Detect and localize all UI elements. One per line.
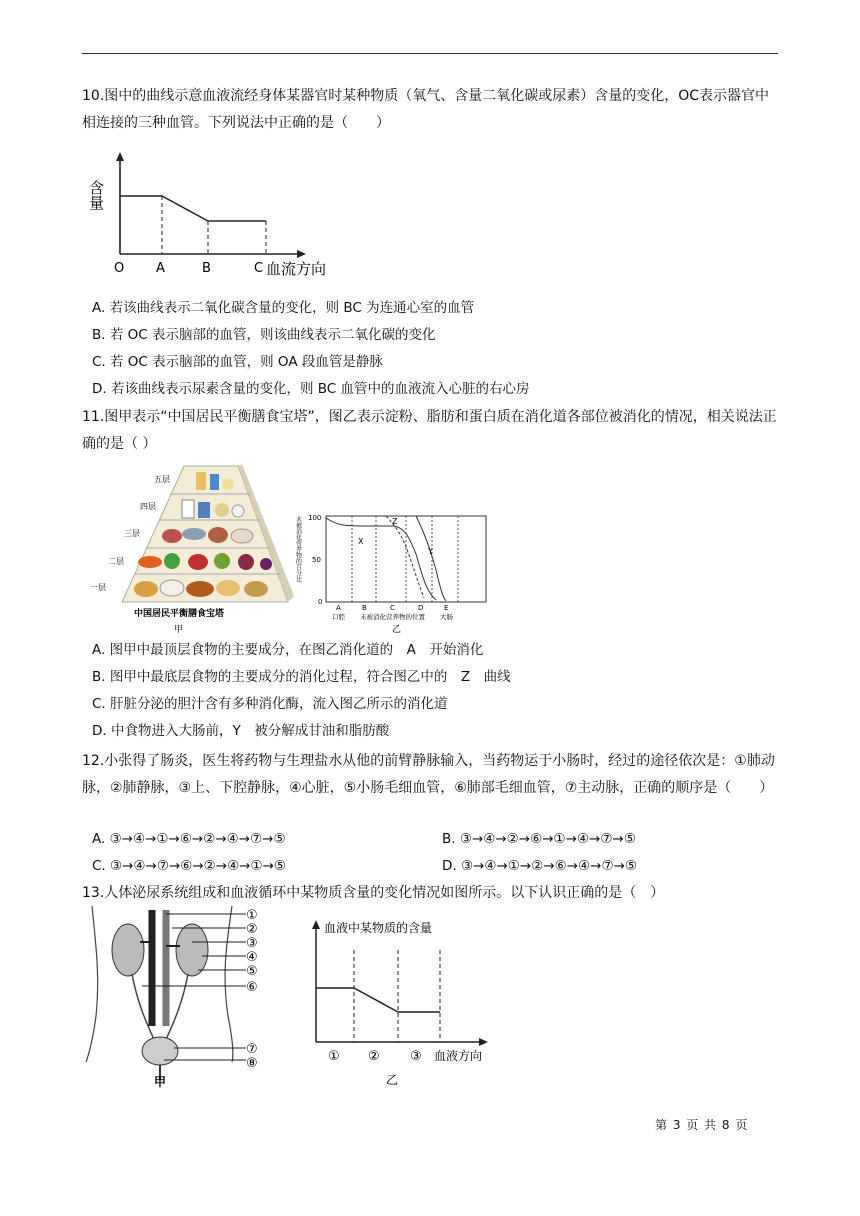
urinary-num-3: ③ [246,936,258,951]
q11-food-pyramid [88,462,298,636]
q10-option-a: A. 若该曲线表示二氧化碳含量的变化，则 BC 为连通心室的血管 [92,300,475,316]
q10-xlabel: 血流方向 [266,260,327,278]
q11-option-b: B. 图甲中最底层食物的主要成分的消化过程，符合图乙中的 Z 曲线 [92,669,511,685]
blood-chart-ylabel: 血液中某物质的含量 [324,921,433,935]
q10-tick-c: C [254,261,264,276]
question-13-stem: 13.人体泌尿系统组成和血液循环中某物质含量的变化情况如图所示。以下认识正确的是（ ） [82,885,665,901]
pyramid-level-3: 三层 [124,529,140,538]
bladder [142,1037,178,1065]
q10-option-c: C. 若 OC 表示脑部的血管，则 OA 段血管是静脉 [92,354,383,370]
urinary-num-5: ⑤ [246,964,258,979]
question-10-stem: 10.图中的曲线示意血液流经身体某器官时某种物质（氧气、含量二氧化碳或尿素）含量的变化，OC表示器官中相连接的三种血管。下列说法中正确的是（ ） [82,88,770,131]
urinary-figure-label: 甲 [154,1075,167,1089]
pyramid-figure-label: 甲 [174,625,184,635]
q13-urinary-system-figure [82,906,282,1088]
q11-option-c: C. 肝脏分泌的胆汁含有多种消化酶，流入图乙所示的消化道 [92,696,448,712]
q10-tick-b: B [202,261,211,276]
curve-y [326,516,446,601]
q12-option-d: D. ③→④→①→②→⑥→④→⑦→⑤ [442,858,637,874]
urinary-num-8: ⑧ [246,1056,258,1071]
digestion-xtick-c: C [390,604,395,612]
digestion-xtick-e: E [444,604,449,612]
q10-ylabel: 含量 [87,180,105,210]
right-kidney [176,924,208,976]
digestion-curve-z: Z [392,517,398,526]
digestion-xtick-b: B [362,604,367,612]
digestion-xsub-a: 口腔 [332,613,345,621]
pyramid-caption: 中国居民平衡膳食宝塔 [134,609,225,619]
pyramid-level-4: 四层 [140,502,156,511]
q10-option-b: B. 若 OC 表示脑部的血管，则该曲线表示二氧化碳的变化 [92,327,436,343]
q10-content-chart [87,152,342,280]
q11-digestion-chart [296,508,492,636]
pyramid-level-2: 二层 [108,557,124,566]
curve-x [326,518,436,600]
q12-option-c: C. ③→④→⑦→⑥→②→④→①→⑤ [92,858,287,874]
digestion-ylabel: 未被消化营养物的百分比 [294,516,302,582]
q11-option-a: A. 图甲中最顶层食物的主要成分，在图乙消化道的 A 开始消化 [92,642,484,658]
urinary-num-4: ④ [246,950,258,965]
pyramid-level-5: 五层 [154,475,170,484]
q10-option-d: D. 若该曲线表示尿素含量的变化，则 BC 血管中的血液流入心脏的右心房 [92,381,530,397]
digestion-xlabel: 未被消化营养物的位置 [360,613,425,621]
digestion-ytick-100: 100 [308,514,322,522]
digestion-curve-x: X [358,537,364,546]
blood-chart-xtick-1: ① [328,1049,340,1064]
question-11-stem: 11.图甲表示“中国居民平衡膳食宝塔”，图乙表示淀粉、脂肪和蛋白质在消化道各部位被消化的情况，相关说法正确的是（ ） [82,409,777,452]
blood-chart-xlabel: 血液方向 [434,1049,483,1063]
urinary-num-2: ② [246,922,258,937]
q10-tick-o: O [114,261,125,276]
left-kidney [112,924,144,976]
urinary-num-1: ① [246,908,258,923]
digestion-xtick-a: A [336,604,341,612]
digestion-ytick-0: 0 [318,598,323,606]
q13-blood-content-chart [296,910,502,1090]
q10-tick-a: A [156,261,165,276]
header-rule [82,53,778,54]
digestion-xsub-e: 大肠 [440,613,453,621]
blood-chart-figure-label: 乙 [386,1073,399,1087]
digestion-xtick-d: D [418,604,424,612]
q11-option-d: D. 中食物进入大肠前，Y 被分解成甘油和脂肪酸 [92,723,390,739]
q12-option-b: B. ③→④→②→⑥→①→④→⑦→⑤ [442,831,636,847]
pyramid-level-1: 一层 [90,583,106,592]
q12-option-a: A. ③→④→①→⑥→②→④→⑦→⑤ [92,831,286,847]
blood-chart-xtick-2: ② [368,1049,380,1064]
blood-chart-xtick-3: ③ [410,1049,422,1064]
digestion-figure-label: 乙 [392,625,402,635]
digestion-ytick-50: 50 [312,556,321,564]
urinary-num-7: ⑦ [246,1042,258,1057]
curve-z [326,516,424,598]
urinary-num-6: ⑥ [246,980,258,995]
digestion-curve-y: Y [428,547,433,556]
question-12-stem: 12.小张得了肠炎，医生将药物与生理盐水从他的前臂静脉输入，当药物运于小肠时，经过的途径依次是：①肺动脉，②肺静脉，③上、下腔静脉，④心脏，⑤小肠毛细血管，⑥肺部毛细血管，⑦主动脉，正确的顺序是（ ） [82,753,775,796]
page-footer: 第 3 页 共 8 页 [655,1118,749,1132]
